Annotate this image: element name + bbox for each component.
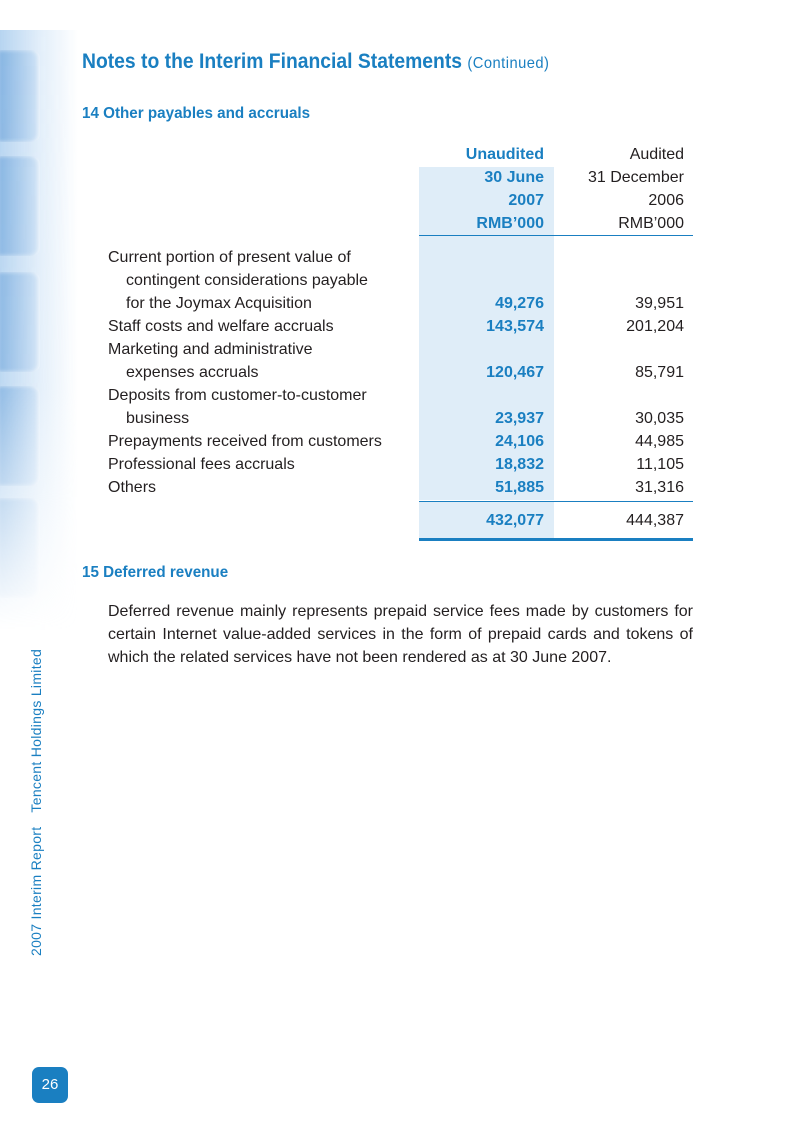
section-14-heading: 14 Other payables and accruals [82, 105, 311, 122]
page-number: 26 [32, 1067, 68, 1103]
row-current-value: 24,106 [495, 433, 544, 450]
header-prior-1: Audited [629, 146, 684, 163]
decorative-tile [0, 50, 40, 142]
row-label: Current portion of present value of [108, 249, 351, 266]
total-current-value: 432,077 [486, 512, 544, 529]
row-current-value: 51,885 [495, 479, 544, 496]
side-running-footer [28, 649, 44, 956]
row-label-continued: contingent considerations payable [126, 272, 368, 289]
header-current-2: 30 June [484, 169, 544, 186]
decorative-side-band [0, 30, 78, 630]
row-prior-value: 30,035 [635, 410, 684, 427]
row-prior-value: 11,105 [636, 456, 684, 473]
deferred-revenue-paragraph: Deferred revenue mainly represents prepaid service fees made by customers for certain Internet value-added services in the form of prepaid cards and tokens of which the related services have not been rendered as at 30 June 2007. [108, 603, 693, 666]
row-prior-value: 44,985 [635, 433, 684, 450]
page-title-suffix: (Continued) [467, 55, 550, 72]
row-label-continued: business [126, 410, 190, 427]
subtotal-rule [419, 501, 693, 502]
row-label: Prepayments received from customers [108, 433, 382, 450]
header-current-4: RMB’000 [476, 215, 544, 232]
side-company-name: Tencent Holdings Limited [28, 648, 44, 813]
row-current-value: 143,574 [486, 318, 544, 335]
row-label: Deposits from customer-to-customer [108, 387, 367, 404]
header-current-1: Unaudited [465, 146, 544, 163]
decorative-tile [0, 498, 40, 598]
header-prior-2: 31 December [587, 169, 684, 186]
header-current-3: 2007 [508, 192, 544, 209]
total-double-rule [419, 538, 693, 541]
row-prior-value: 85,791 [635, 364, 684, 381]
page-title [82, 50, 549, 74]
row-prior-value: 201,204 [626, 318, 684, 335]
row-current-value: 18,832 [495, 456, 544, 473]
page-title-text: Notes to the Interim Financial Statements [82, 50, 463, 73]
section-15-heading: 15 Deferred revenue [82, 564, 229, 581]
row-current-value: 120,467 [486, 364, 544, 381]
header-prior-4: RMB’000 [618, 215, 684, 232]
row-prior-value: 39,951 [635, 295, 684, 312]
header-prior-3: 2006 [648, 192, 684, 209]
row-prior-value: 31,316 [635, 479, 684, 496]
row-label: Professional fees accruals [108, 456, 295, 473]
total-prior-value: 444,387 [626, 512, 684, 529]
row-label-continued: expenses accruals [126, 364, 259, 381]
side-report-name: 2007 Interim Report [28, 826, 44, 956]
row-label-continued: for the Joymax Acquisition [126, 295, 312, 312]
decorative-tile [0, 386, 40, 486]
row-label: Staff costs and welfare accruals [108, 318, 334, 335]
row-label: Others [108, 479, 157, 496]
row-current-value: 23,937 [495, 410, 544, 427]
row-current-value: 49,276 [495, 295, 544, 312]
decorative-tile [0, 272, 40, 372]
row-label: Marketing and administrative [108, 341, 313, 358]
header-rule [419, 235, 693, 236]
decorative-tile [0, 156, 40, 256]
